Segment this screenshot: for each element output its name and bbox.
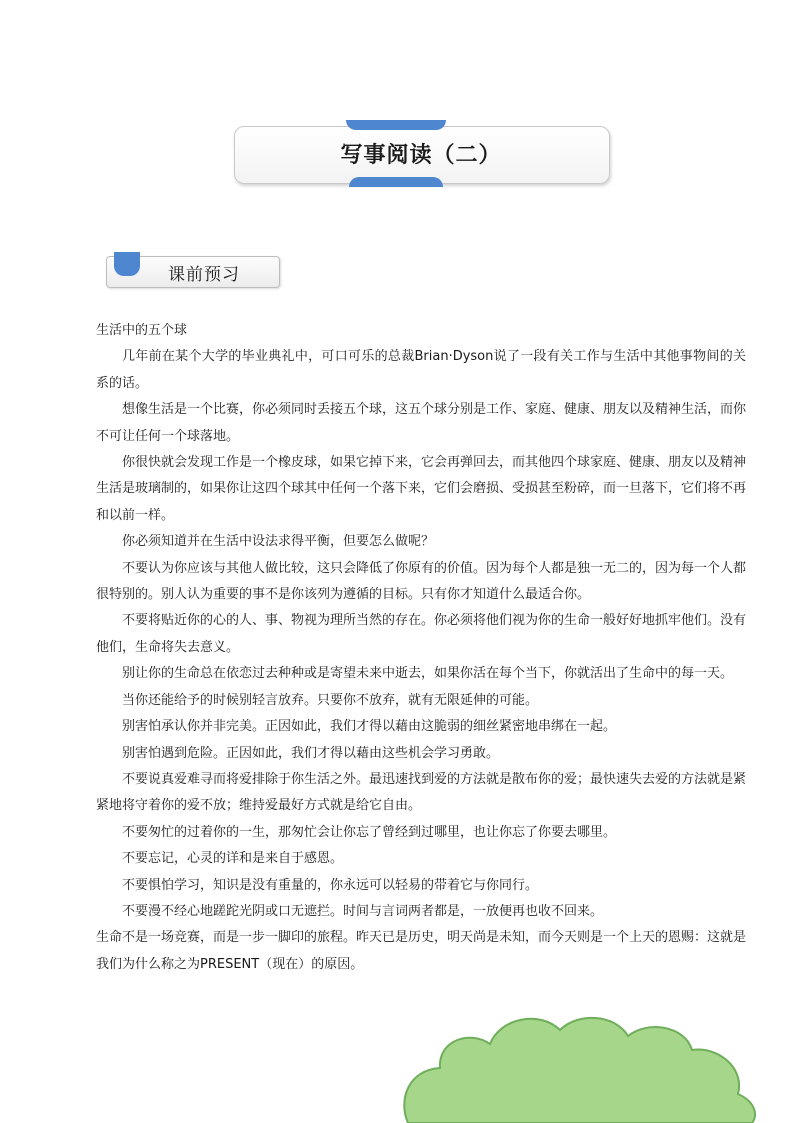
article — [96, 318, 746, 978]
title-banner-tab-top — [346, 120, 446, 130]
article-paragraph: 几年前在某个大学的毕业典礼中，可口可乐的总裁Brian·Dyson说了一段有关工作与生活中其他事物间的关系的话。 — [96, 349, 746, 391]
title-banner-tab-bottom — [349, 177, 443, 187]
article-paragraph: 不要认为你应该与其他人做比较，这只会降低了你原有的价值。因为每个人都是独一无二的，因为每一个人都很特别的。别人认为重要的事不是你该列为遵循的目标。只有你才知道什么最适合你。 — [96, 560, 747, 603]
cloud-shape — [404, 1018, 755, 1123]
article-paragraph: 别害怕遇到危险。正因如此，我们才得以藉由这些机会学习勇敢。 — [122, 745, 500, 761]
article-paragraph: 不要说真爱难寻而将爱排除于你生活之外。最迅速找到爱的方法就是散布你的爱；最快速失去爱的方法就是紧紧地将守着你的爱不放；维持爱最好方式就是给它自由。 — [96, 771, 747, 814]
article-paragraph: 别害怕承认你并非完美。正因如此，我们才得以藉由这脆弱的细丝紧密地串绑在一起。 — [122, 719, 617, 735]
article-paragraph: 当你还能给予的时候别轻言放弃。只要你不放弃，就有无限延伸的可能。 — [122, 692, 539, 708]
article-paragraph: 不要漫不经心地蹉跎光阴或口无遮拦。时间与言词两者都是，一放便再也收不回来。 — [122, 903, 604, 919]
article-paragraph: 不要惧怕学习，知识是没有重量的，你永远可以轻易的带着它与你同行。 — [122, 877, 539, 893]
article-paragraph: 不要将贴近你的心的人、事、物视为理所当然的存在。你必须将他们视为你的生命一般好好地抓牢他们。没有他们，生命将失去意义。 — [96, 613, 747, 655]
section-header-tab — [114, 252, 140, 276]
article-paragraph: 你很快就会发现工作是一个橡皮球，如果它掉下来，它会再弹回去，而其他四个球家庭、健康、朋友以及精神生活是玻璃制的，如果你让这四个球其中任何一个落下来，它们会磨损、受损甚至粉碎，而一旦落下，它们将不再和以前一样。 — [96, 455, 747, 523]
article-closing: 生命不是一场竞赛，而是一步一脚印的旅程。昨天已是历史，明天尚是未知，而今天则是一个上天的恩赐：这就是我们为什么称之为PRESENT（现在）的原因。 — [96, 930, 747, 972]
article-paragraph: 不要忘记，心灵的详和是来自于感恩。 — [122, 851, 344, 867]
article-heading: 生活中的五个球 — [96, 323, 188, 338]
article-paragraph: 别让你的生命总在依恋过去种种或是寄望未来中逝去，如果你活在每个当下，你就活出了生命中的每一天。 — [122, 666, 734, 682]
article-paragraph: 想像生活是一个比赛，你必须同时丢接五个球，这五个球分别是工作、家庭、健康、朋友以及精神生活，而你不可让任何一个球落地。 — [96, 402, 747, 444]
cloud-decoration — [400, 1010, 760, 1123]
article-paragraph: 你必须知道并在生活中设法求得平衡，但要怎么做呢？ — [122, 534, 435, 550]
article-paragraph: 不要匆忙的过着你的一生，那匆忙会让你忘了曾经到过哪里，也让你忘了你要去哪里。 — [122, 824, 617, 840]
page-title: 写事阅读（二） — [340, 143, 502, 168]
section-title: 课前预习 — [168, 265, 240, 285]
